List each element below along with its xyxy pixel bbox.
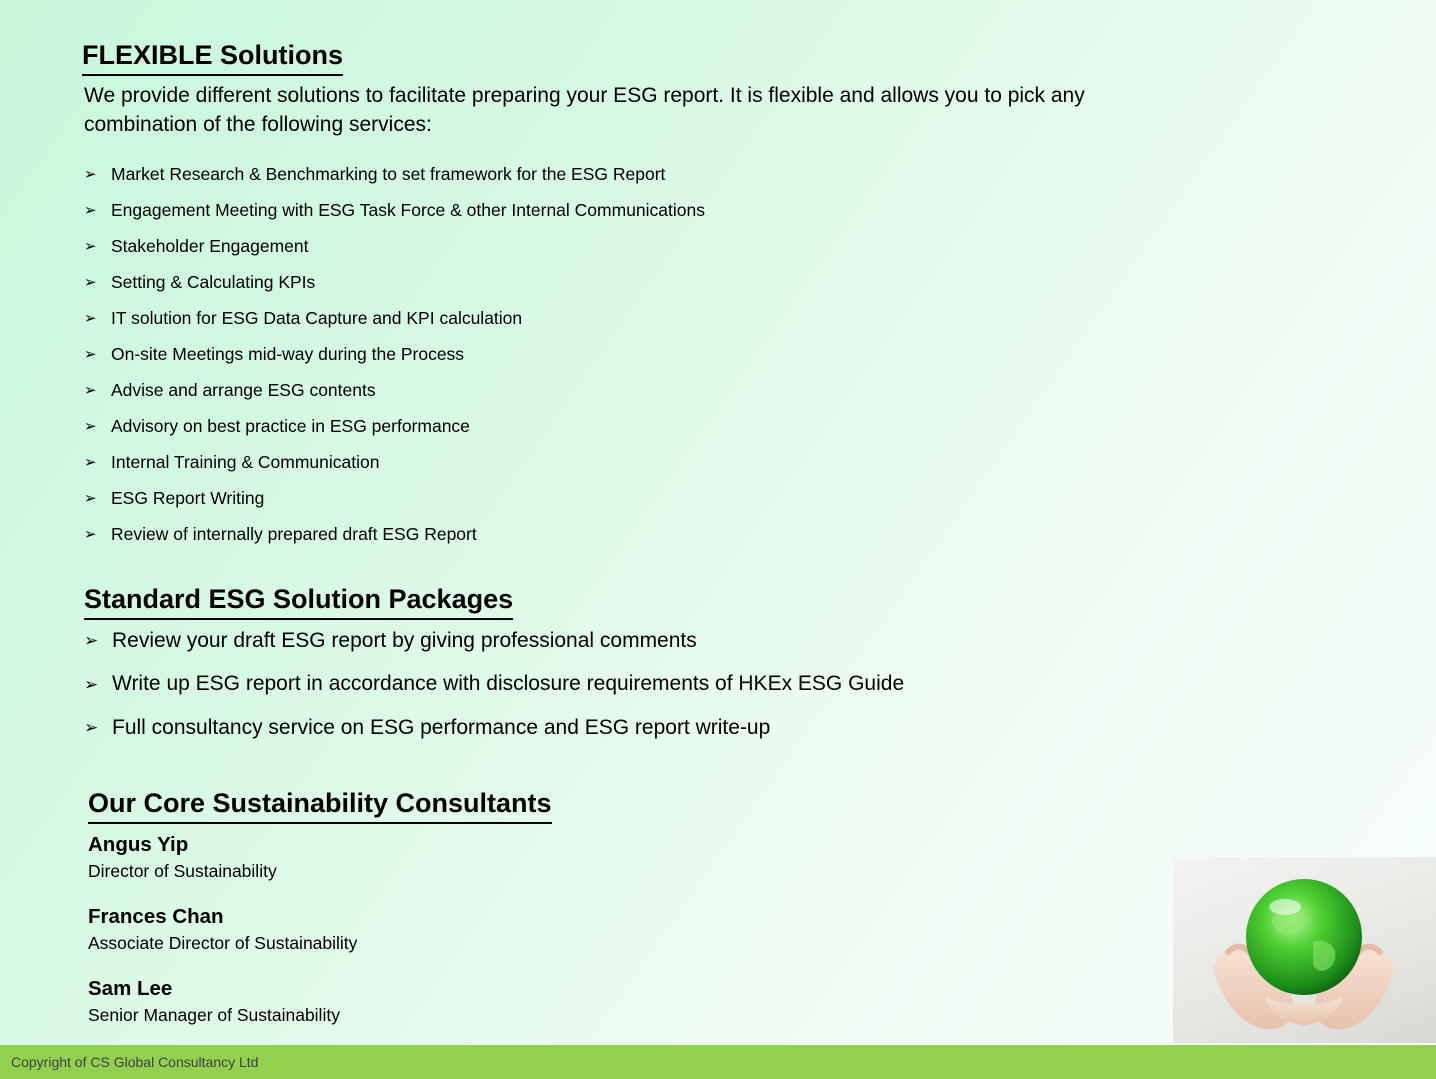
consultants-title: Our Core Sustainability Consultants: [88, 786, 552, 824]
list-item: [84, 300, 705, 336]
list-item: [84, 480, 705, 516]
list-item: [84, 156, 705, 192]
service-label: Advise and arrange ESG contents: [111, 379, 376, 400]
arrow-bullet-icon: ➢: [84, 417, 97, 435]
list-item: [84, 663, 904, 707]
consultant-role: Senior Manager of Sustainability: [88, 1005, 340, 1025]
consultant-card: [88, 831, 357, 903]
list-item: [84, 228, 705, 264]
service-label: Engagement Meeting with ESG Task Force & other Internal Communications: [111, 199, 705, 220]
globe-illustration-icon: [1173, 857, 1436, 1043]
arrow-bullet-icon: ➢: [84, 345, 97, 363]
consultant-name: Angus Yip: [88, 833, 189, 856]
packages-list: [84, 619, 904, 750]
consultant-role: Associate Director of Sustainability: [88, 933, 358, 953]
arrow-bullet-icon: ➢: [84, 674, 99, 694]
arrow-bullet-icon: ➢: [84, 165, 97, 183]
service-label: Advisory on best practice in ESG performance: [111, 415, 470, 436]
list-item: [84, 619, 904, 663]
service-label: Market Research & Benchmarking to set framework for the ESG Report: [111, 163, 666, 184]
consultant-card: [88, 975, 357, 1047]
footer-bar: [0, 1045, 1436, 1079]
arrow-bullet-icon: ➢: [84, 201, 97, 219]
list-item: [84, 192, 705, 228]
service-label: ESG Report Writing: [111, 487, 265, 508]
flexible-solutions-title: FLEXIBLE Solutions: [82, 38, 343, 76]
list-item: [84, 408, 705, 444]
list-item: [84, 444, 705, 480]
arrow-bullet-icon: ➢: [84, 631, 99, 651]
consultants-list: [88, 831, 357, 1047]
consultant-name: Frances Chan: [88, 905, 224, 928]
arrow-bullet-icon: ➢: [84, 525, 97, 543]
service-label: Stakeholder Engagement: [111, 235, 309, 256]
arrow-bullet-icon: ➢: [84, 237, 97, 255]
service-label: IT solution for ESG Data Capture and KPI calculation: [111, 307, 523, 328]
service-label: Internal Training & Communication: [111, 451, 380, 472]
arrow-bullet-icon: ➢: [84, 718, 99, 738]
consultant-card: [88, 903, 357, 975]
list-item: [84, 372, 705, 408]
arrow-bullet-icon: ➢: [84, 453, 97, 471]
arrow-bullet-icon: ➢: [84, 309, 97, 327]
hands-holding-globe-photo: [1173, 857, 1436, 1043]
services-list: [84, 156, 705, 552]
arrow-bullet-icon: ➢: [84, 381, 97, 399]
package-label: Review your draft ESG report by giving professional comments: [112, 628, 697, 652]
copyright-text: Copyright of CS Global Consultancy Ltd: [11, 1054, 259, 1070]
service-label: Review of internally prepared draft ESG Report: [111, 523, 477, 544]
flexible-solutions-intro: We provide different solutions to facilitate preparing your ESG report. It is flexible and allows you to pick any combination of the following services:: [84, 84, 1085, 136]
consultant-role: Director of Sustainability: [88, 861, 277, 881]
service-label: On-site Meetings mid-way during the Process: [111, 343, 465, 364]
list-item: [84, 336, 705, 372]
consultant-name: Sam Lee: [88, 977, 173, 1000]
arrow-bullet-icon: ➢: [84, 489, 97, 507]
list-item: [84, 706, 904, 750]
arrow-bullet-icon: ➢: [84, 273, 97, 291]
standard-packages-title: Standard ESG Solution Packages: [84, 582, 513, 620]
list-item: [84, 264, 705, 300]
service-label: Setting & Calculating KPIs: [111, 271, 316, 292]
list-item: [84, 516, 705, 552]
package-label: Full consultancy service on ESG performance and ESG report write-up: [112, 715, 771, 739]
package-label: Write up ESG report in accordance with disclosure requirements of HKEx ESG Guide: [112, 672, 905, 696]
